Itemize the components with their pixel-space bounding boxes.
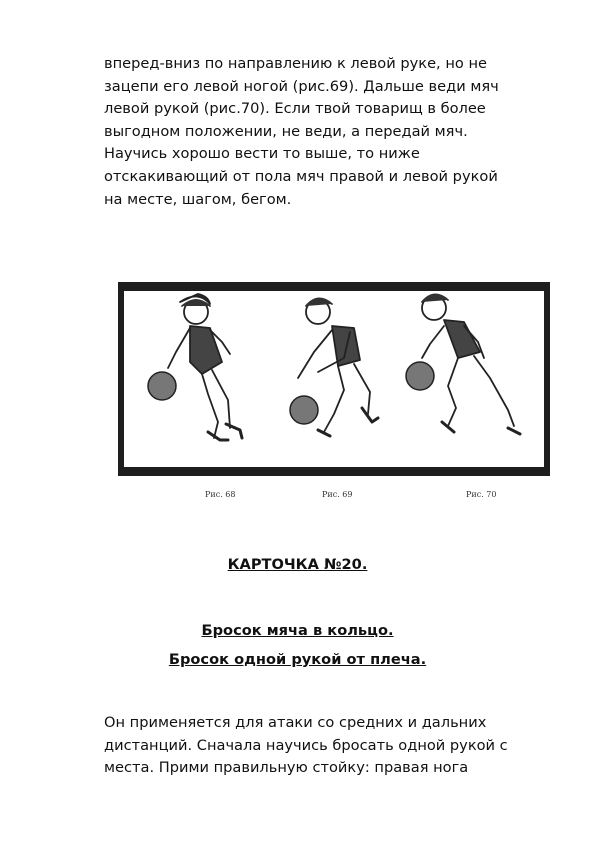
paragraph-dribbling	[104, 53, 544, 211]
text-line: выгодном положении, не веди, а передай мяч.	[104, 122, 468, 140]
text-line: дистанций. Сначала научись бросать одной рукой с	[104, 736, 508, 754]
text-line: отскакивающий от пола мяч правой и левой рукой	[104, 167, 498, 185]
text-line: Он применяется для атаки со средних и дальних	[104, 714, 487, 731]
text-line: зацепи его левой ногой (рис.69). Дальше веди мяч	[104, 77, 499, 95]
paragraph-shot	[104, 712, 544, 780]
basketball	[148, 372, 176, 400]
figure-caption-68: Рис. 68	[205, 490, 236, 499]
section-subtitle: Бросок одной рукой от плеча.	[168, 651, 427, 668]
figure-caption-70: Рис. 70	[466, 490, 497, 499]
text-line: левой рукой (рис.70). Если твой товарищ в более	[104, 100, 486, 118]
text-line: на месте, шагом, бегом.	[104, 190, 292, 208]
text-line: вперед-вниз по направлению к левой руке, но не	[104, 55, 487, 72]
dribbling-illustration	[118, 282, 550, 476]
text-line: Научись хорошо вести то выше, то ниже	[104, 145, 420, 163]
basketball	[406, 362, 434, 390]
basketball	[290, 396, 318, 424]
card-title: КАРТОЧКА №20.	[227, 556, 368, 573]
figure-caption-69: Рис. 69	[322, 490, 353, 499]
section-subtitle: Бросок мяча в кольцо.	[201, 622, 394, 639]
text-line: места. Прими правильную стойку: правая нога	[104, 759, 469, 777]
